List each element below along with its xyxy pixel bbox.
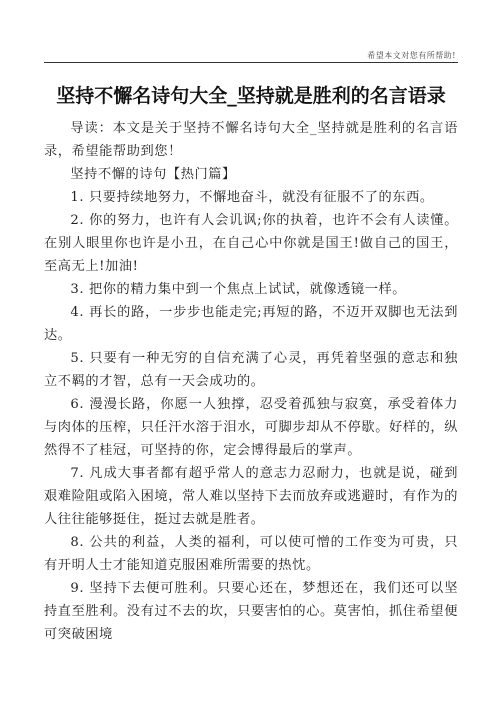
list-item: 3. 把你的精力集中到一个焦点上试试，就像透镜一样。 xyxy=(70,282,407,297)
list-item: 4. 再长的路，一步步也能走完;再短的路，不迈开双脚也无法到达。 xyxy=(44,305,458,343)
document-title: 坚持不懈名诗句大全_坚持就是胜利的名言语录 xyxy=(56,85,446,107)
section-heading: 坚持不懈的诗句【热门篇】 xyxy=(70,167,236,182)
header-note: 希望本文对您有所帮助! xyxy=(367,51,456,60)
list-item: 9. 坚持下去便可胜利。只要心还在，梦想还在，我们还可以坚持直至胜利。没有过不去的坎，只要害怕的心。莫害怕，抓住希望便可突破困境 xyxy=(44,581,458,642)
list-item: 1. 只要持续地努力，不懈地奋斗，就没有征服不了的东西。 xyxy=(70,190,434,205)
list-item: 2. 你的努力，也许有人会讥讽;你的执着，也许不会有人读懂。在别人眼里你也许是小丑，在自己心中你就是国王!做自己的国王，至高无上!加油! xyxy=(44,213,458,274)
list-item: 6. 漫漫长路，你愿一人独撑，忍受着孤独与寂寞，承受着体力与肉体的压榨，只任汗水溶于泪水，可脚步却从不停歇。好样的，纵然得不了桂冠，可坚持的你，定会博得最后的掌声。 xyxy=(44,397,458,458)
document-body xyxy=(44,117,458,646)
list-item: 8. 公共的利益，人类的福利，可以使可憎的工作变为可贵，只有开明人士才能知道克服困难所需要的热忱。 xyxy=(44,535,458,573)
intro-paragraph: 导读：本文是关于坚持不懈名诗句大全_坚持就是胜利的名言语录，希望能帮助到您！ xyxy=(44,121,458,159)
list-item: 7. 凡成大事者都有超乎常人的意志力忍耐力，也就是说，碰到艰难险阻或陷入困境，常人难以坚持下去而放弃或逃避时，有作为的人往往能够挺住，挺过去就是胜者。 xyxy=(44,466,458,527)
list-item: 5. 只要有一种无穷的自信充满了心灵，再凭着坚强的意志和独立不羁的才智，总有一天会成功的。 xyxy=(44,351,458,389)
header-divider xyxy=(44,62,458,63)
